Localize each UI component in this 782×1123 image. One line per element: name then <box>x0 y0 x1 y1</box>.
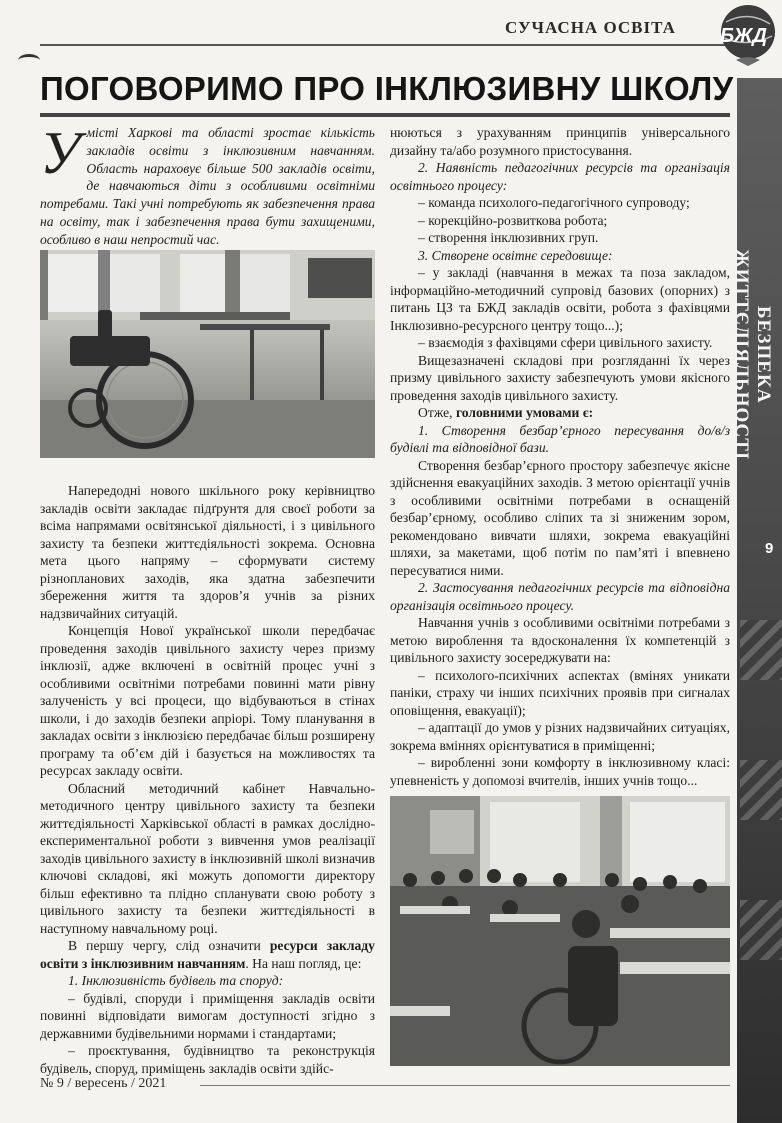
item1-point: – будівлі, споруди і приміщення закладів освіти повинні відповідати вимогам доступності згідно з державними будівельними нормами і стандартами; <box>40 990 375 1041</box>
left-paragraph: Обласний методичний кабінет Навчально-методичного центру цивільного захисту та безпеки життєдіяльності Харківської області в рамках дослідно-експериментальної роботи з вивчення умов реалізації заходів цивільного захисту в інклюзивній школі визначив ключові складові, які можуть допомогти директору більш ефективно та плідно спланувати свою роботу з цивільного захисту та безпеки життєдіяльності в наступному навчальному році. <box>40 780 375 936</box>
resources-bold: ресурси закладу освіти з інклюзивним навчанням <box>40 938 375 971</box>
journal-section-title: СУЧАСНА ОСВІТА <box>505 18 676 37</box>
continuation-text: нюються з урахуванням принципів універсального дизайну та/або розумного пристосування. <box>390 125 730 158</box>
condition2-point: – адаптації до умов у різних надзвичайних ситуаціях, зокрема вміннях орієнтуватися в приміщенні; <box>390 720 730 753</box>
left-paragraph: Концепція Нової української школи передбачає проведення заходів цивільного захисту через призму інклюзії, адже включені в освітній процес учні з особливими освітніми потребами повинні мати рівну залученість у всі процеси, що відбуваються в стінах школи, і до заходів безпеки апріорі. Тому планування в закладах освіти з інклюзією передбачає більш розширену програму та об’єм дій і базується на можливостях та ресурсах закладу освіти. <box>40 623 375 778</box>
item2-heading: 2. Наявність педагогічних ресурсів та організація освітнього процесу: <box>390 160 730 193</box>
resources-paragraph: В першу чергу, слід означити ресурси закладу освіти з інклюзивним навчанням. На наш погляд, це: <box>40 938 375 971</box>
condition2-point: – психолого-психічних аспектах (вмінях уникати паніки, страху чи інших психічних проявів при сигналах оповіщення, евакуації); <box>390 667 730 718</box>
condition2-point: – виробленні зони комфорту в інклюзивному класі: упевненість у допомозі вчителів, інших учнів тощо... <box>390 755 730 788</box>
classroom-wheelchair-photo <box>40 250 375 458</box>
item2-point: – створення інклюзивних груп. <box>418 230 599 245</box>
conditions-bold: головними умовами є: <box>455 405 594 420</box>
item2-point: – корекційно-розвиткова робота; <box>418 212 608 228</box>
item1-heading: 1. Інклюзивність будівель та споруд: <box>68 973 284 988</box>
header-rule <box>40 44 730 46</box>
article-title: ПОГОВОРИМО ПРО ІНКЛЮЗИВНУ ШКОЛУ <box>40 70 734 107</box>
condition2-heading: 2. Застосування педагогічних ресурсів та відповідна організація освітнього процесу. <box>390 580 730 613</box>
footer-rule <box>200 1085 730 1086</box>
left-paragraph: Напередодні нового шкільного року керівництво закладів освіти закладає підґрунтя для своєї роботи за всіма напрямами освітянської діяльності, і з цивільного захисту та безпеки життєдіяльності зокрема. Основна мета цього напряму – сформувати систему різнопланових заходів, яка здатна забезпечити збереження життя та здоров’я учнів за різних надзвичайних ситуацій. <box>40 483 375 621</box>
sidebar-section-title: БЕЗПЕКА ЖИТТЄДІЯЛЬНОСТІ <box>731 249 774 461</box>
logo-text: БЖД <box>720 25 767 47</box>
item1-point: – проєктування, будівництво та реконструкція будівель, споруд, приміщень закладів освіти здійс- <box>40 1043 375 1076</box>
left-column <box>40 482 375 1077</box>
intro-text: місті Харкові та області зростає кількість закладів освіти з інклюзивним навчанням. Область нараховує більше 500 закладів освіти, де навчаються діти з особливими освітніми потребами. Такі учні потребують як забезпечення права на освіту, так і забезпечення права бути захищеними, особливо в наш непростий час. <box>40 125 375 247</box>
condition1-text: Створення безбар’єрного простору забезпечує якісне здійснення евакуаційних заходів. З метою орієнтації учнів з особливими освітніми потребами в оснащеній безбар’єрному, особливо сліпих та зі зниженим зором, рекомендовано вивчати шляхи, зокрема евакуаційні шляхи, за макетами, щоб потім по пам’яті і впевнено пересуватися ними. <box>390 457 730 578</box>
sidebar-decoration <box>740 900 782 960</box>
summary-paragraph: Вищезазначені складові при розгляданні їх через призму цивільного захисту забезпечують умови якісного проведення заходів цивільного захисту. <box>390 352 730 403</box>
right-column <box>390 124 730 789</box>
item3-heading: 3. Створене освітнє середовище: <box>418 247 613 263</box>
item3-point: – у закладі (навчання в межах та поза закладом, інформаційно-методичний супровід базових (опорних) з питань ЦЗ та БЖД закладів освіти, робота з фахівцями Інклюзивно-ресурсного центру тощо...); <box>390 265 730 333</box>
condition2-text: Навчання учнів з особливими освітніми потребами з метою вироблення та вдосконалення їх компетенцій з цивільного захисту зосереджувати на: <box>390 615 730 665</box>
article-intro <box>40 120 375 249</box>
issue-number: № 9 / вересень / 2021 <box>40 1076 167 1091</box>
page-corner-mark <box>18 54 40 67</box>
condition1-heading: 1. Створення безбар’єрного пересування до/в/з будівлі та відповідної бази. <box>390 422 730 455</box>
sidebar-decoration <box>740 620 782 680</box>
item2-point: – команда психолого-педагогічного супроводу; <box>418 195 690 210</box>
page-number: 9 <box>765 540 774 557</box>
inclusive-classroom-photo <box>390 796 730 1066</box>
sidebar-decoration <box>740 760 782 820</box>
dropcap: У <box>40 120 81 186</box>
item3-point: – взаємодія з фахівцями сфери цивільного захисту. <box>418 335 713 350</box>
conditions-intro: Отже, головними умовами є: <box>418 405 594 420</box>
title-rule <box>40 113 730 117</box>
